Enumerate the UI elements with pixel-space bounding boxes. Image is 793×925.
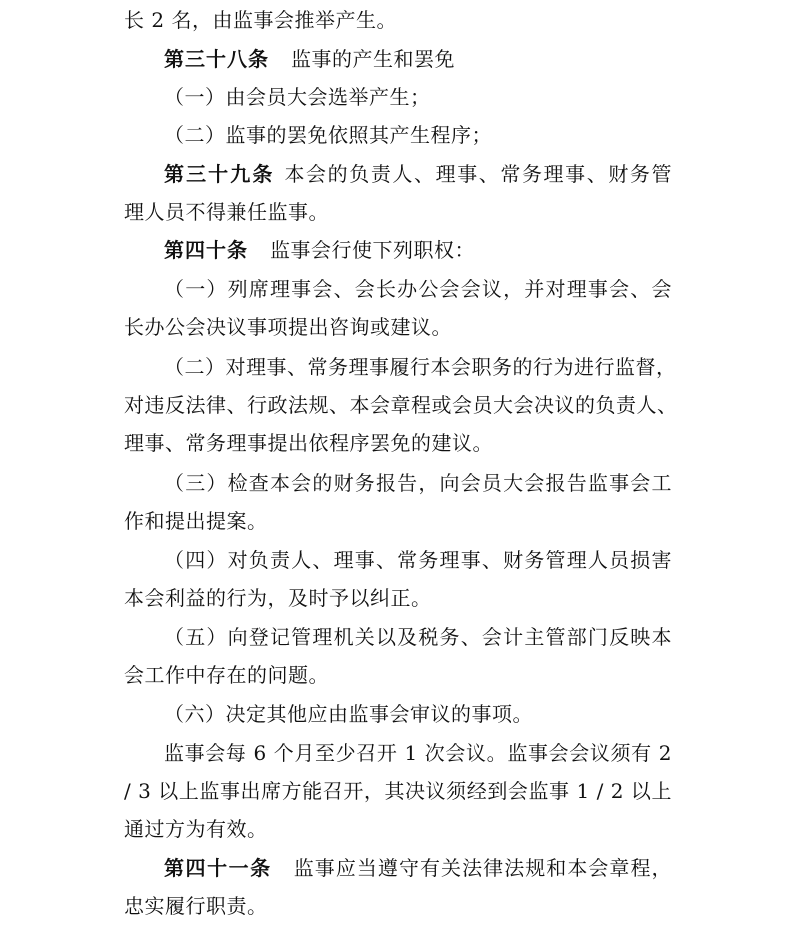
text-line: 长 2 名，由监事会推举产生。	[124, 8, 397, 32]
article-number: 第三十九条	[164, 162, 275, 186]
text-line: 对违反法律、行政法规、本会章程或会员大会决议的负责人、	[124, 393, 678, 417]
text-line: 作和提出提案。	[124, 509, 268, 533]
text-line: / 3 以上监事出席方能召开，其决议须经到会监事 1 / 2 以上	[124, 779, 672, 803]
list-item: （一）列席理事会、会长办公会会议，并对理事会、会	[164, 277, 672, 301]
article-number: 第三十八条	[164, 47, 269, 71]
list-item: （五）向登记管理机关以及税务、会计主管部门反映本	[164, 625, 672, 649]
article-41-heading: 第四十一条 监事应当遵守有关法律法规和本会章程，	[164, 856, 673, 880]
text-line: 通过方为有效。	[124, 817, 268, 841]
article-40-heading: 第四十条 监事会行使下列职权：	[164, 238, 475, 262]
text-line: 理人员不得兼任监事。	[124, 200, 329, 224]
list-item: （二）监事的罢免依照其产生程序；	[164, 123, 492, 147]
text-line: 会工作中存在的问题。	[124, 663, 329, 687]
article-number: 第四十条	[164, 238, 248, 262]
text-line: 本会利益的行为，及时予以纠正。	[124, 586, 432, 610]
article-number: 第四十一条	[164, 856, 272, 880]
text-line: 理事、常务理事提出依程序罢免的建议。	[124, 431, 493, 455]
list-item: （一）由会员大会选举产生；	[164, 85, 431, 109]
list-item: （三）检查本会的财务报告，向会员大会报告监事会工	[164, 471, 672, 495]
list-item: （六）决定其他应由监事会审议的事项。	[164, 702, 533, 726]
article-38-heading: 第三十八条 监事的产生和罢免	[164, 47, 455, 71]
text-line: 忠实履行职责。	[124, 894, 268, 918]
text-line: 长办公会决议事项提出咨询或建议。	[124, 315, 452, 339]
list-item: （二）对理事、常务理事履行本会职务的行为进行监督，	[164, 355, 677, 379]
paragraph-line: 监事会每 6 个月至少召开 1 次会议。监事会会议须有 2	[164, 741, 672, 765]
article-39-heading: 第三十九条 本会的负责人、理事、常务理事、财务管	[164, 162, 673, 186]
list-item: （四）对负责人、理事、常务理事、财务管理人员损害	[164, 548, 672, 572]
